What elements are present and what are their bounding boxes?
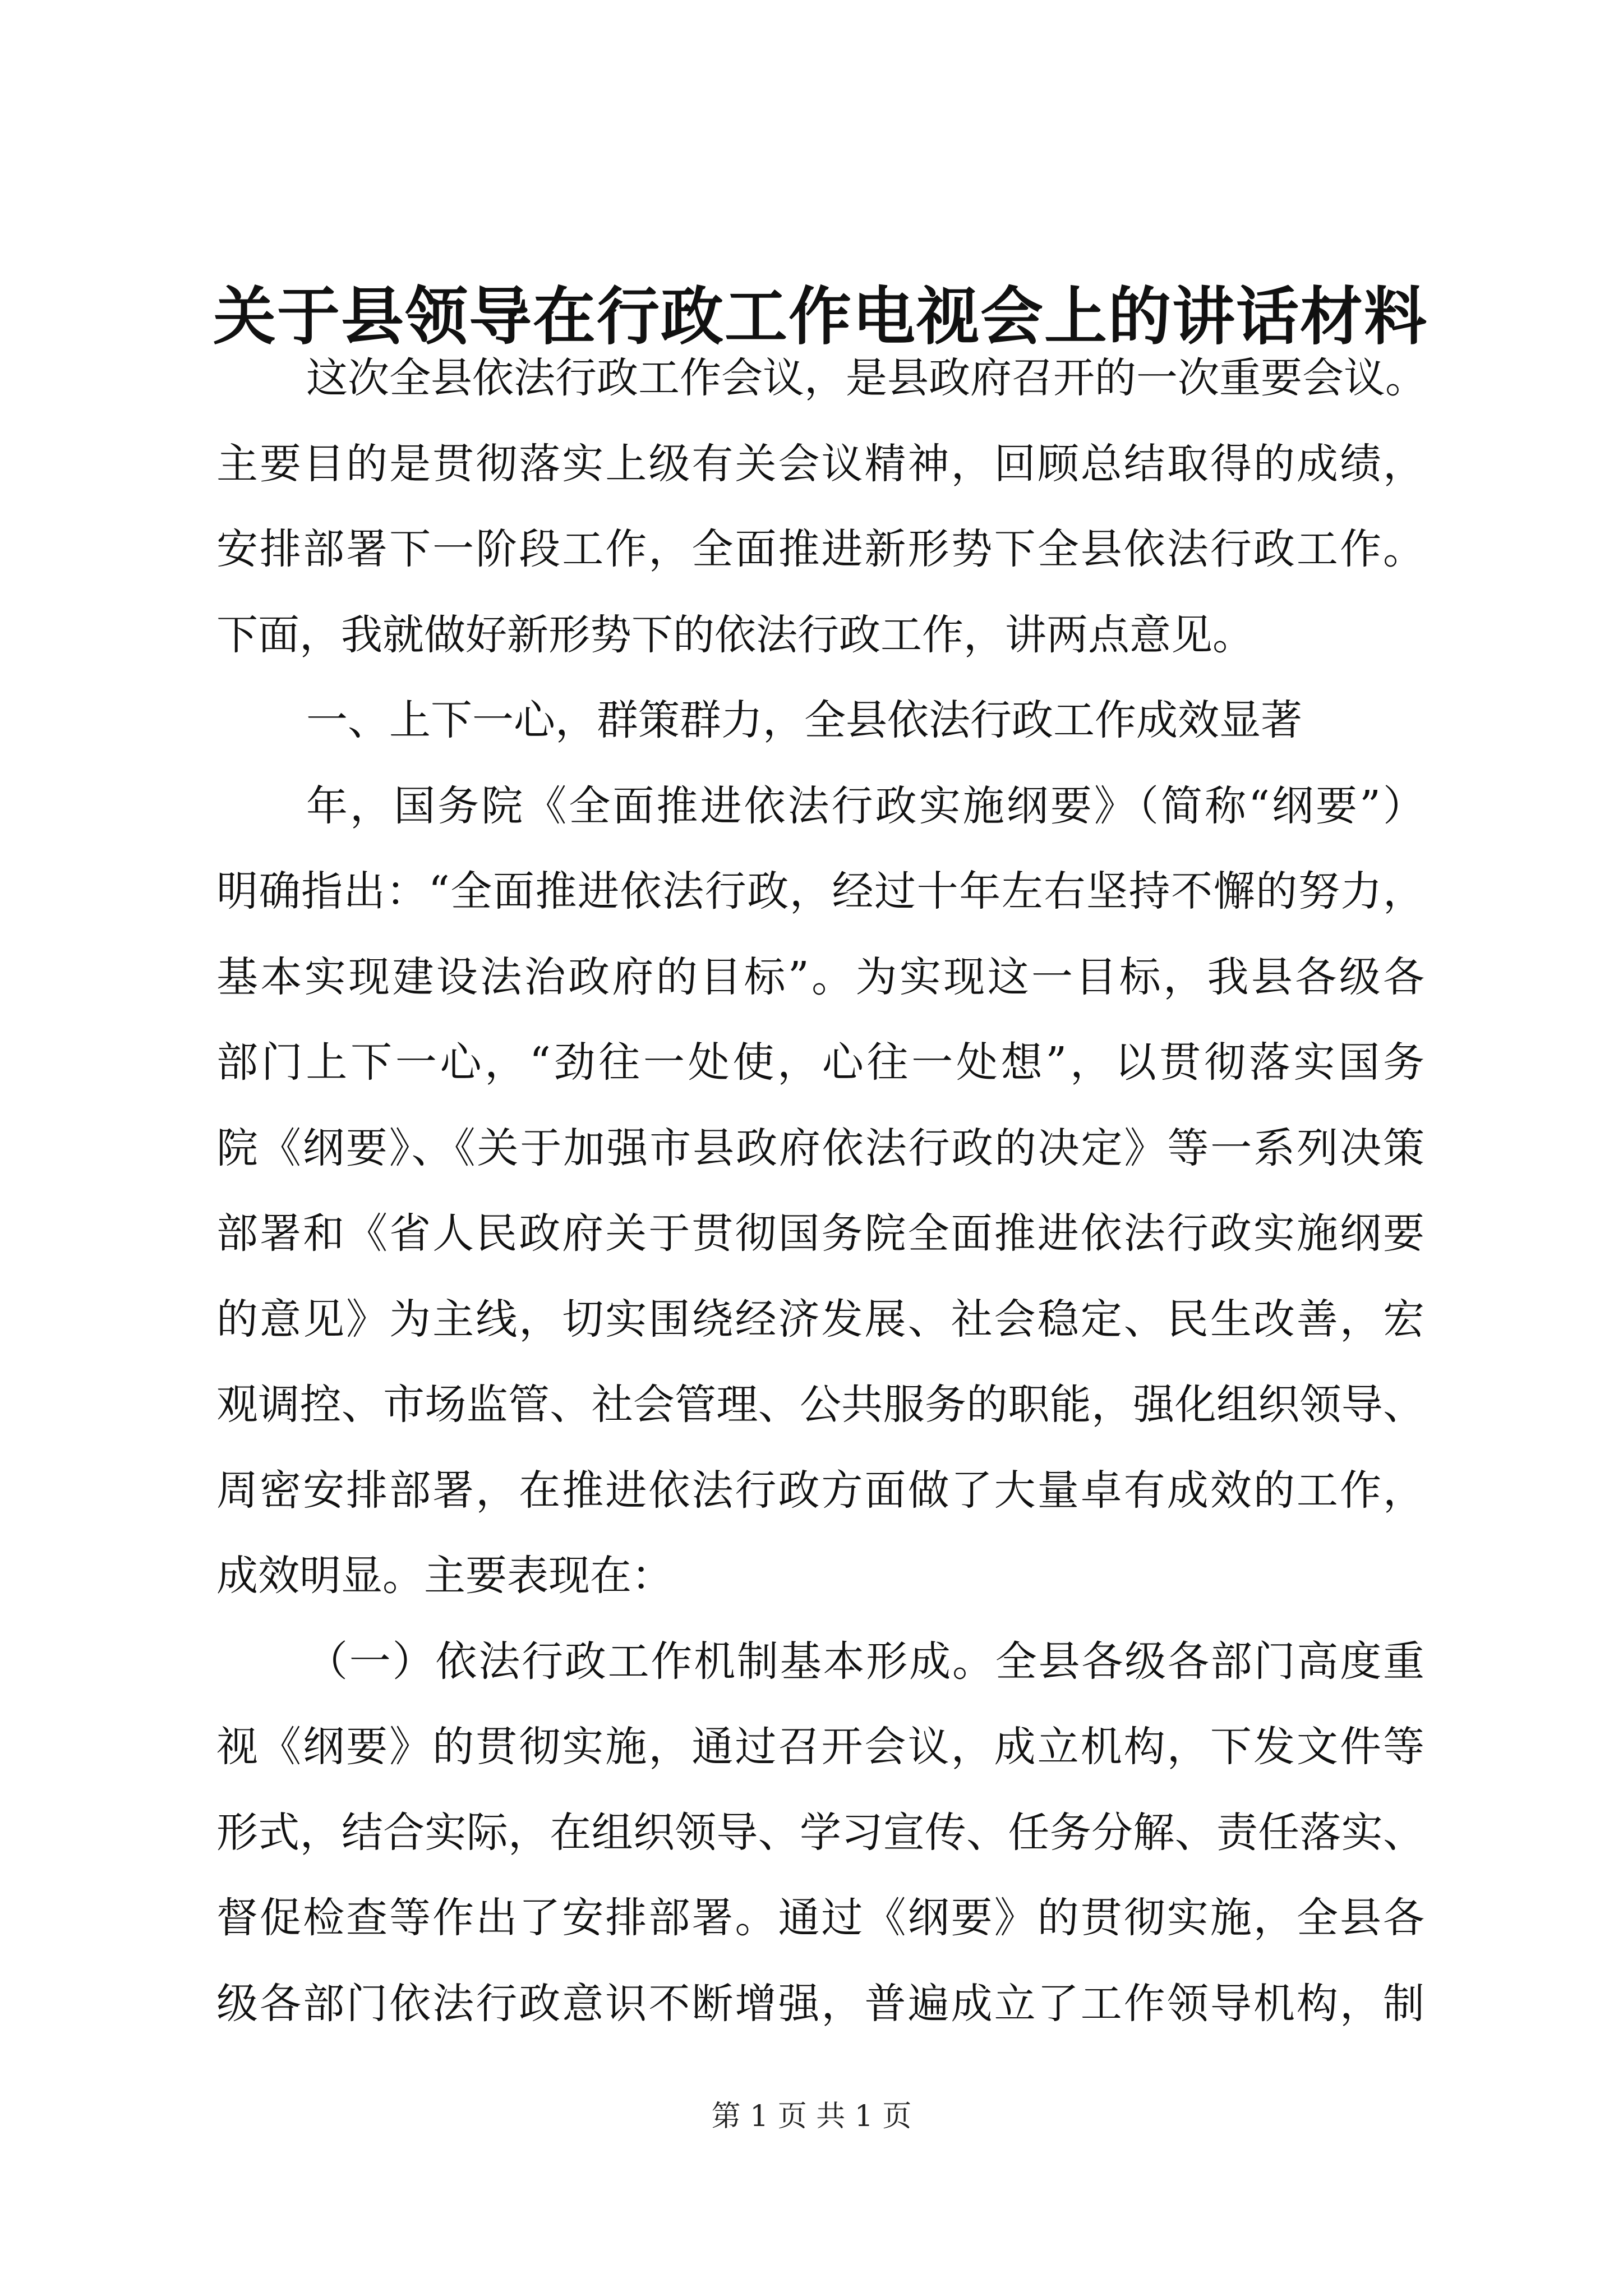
paragraph-line: 级各部门依法行政意识不断增强，普遍成立了工作领导机构，制 <box>216 1979 1424 2028</box>
paragraph-line: 成效明显。主要表现在： <box>216 1552 673 1600</box>
paragraph-line: 部署和《省人民政府关于贯彻国务院全面推进依法行政实施纲要 <box>216 1209 1424 1258</box>
paragraph-line: 的意见》为主线，切实围绕经济发展、社会稳定、民生改善，宏 <box>216 1295 1424 1343</box>
paragraph-line: 安排部署下一阶段工作，全面推进新形势下全县依法行政工作。 <box>216 525 1424 573</box>
paragraph-line: 主要目的是贯彻落实上级有关会议精神，回顾总结取得的成绩， <box>216 439 1424 488</box>
paragraph-line: 视《纲要》的贯彻实施，通过召开会议，成立机构，下发文件等 <box>216 1723 1424 1771</box>
paragraph-line: 这次全县依法行政工作会议，是县政府召开的一次重要会议。 <box>306 354 1427 402</box>
paragraph-line: 年，国务院《全面推进依法行政实施纲要》（简称“纲要”） <box>306 781 1424 830</box>
paragraph-line: 基本实现建设法治政府的目标”。为实现这一目标，我县各级各 <box>216 953 1424 1001</box>
document-body <box>216 335 1427 2046</box>
page-number: 第 1 页 共 1 页 <box>711 2100 912 2133</box>
paragraph-line: 院《纲要》、《关于加强市县政府依法行政的决定》等一系列决策 <box>216 1124 1424 1172</box>
paragraph-line: 部门上下一心，“劲往一处使，心往一处想”，以贯彻落实国务 <box>216 1038 1424 1087</box>
paragraph-line: 形式，结合实际，在组织领导、学习宣传、任务分解、责任落实、 <box>216 1808 1424 1857</box>
paragraph-line: 督促检查等作出了安排部署。通过《纲要》的贯彻实施，全县各 <box>216 1894 1424 1942</box>
paragraph-line: 下面，我就做好新形势下的依法行政工作，讲两点意见。 <box>216 610 1254 659</box>
paragraph-line: 观调控、市场监管、社会管理、公共服务的职能，强化组织领导、 <box>216 1381 1424 1429</box>
paragraph-line: 周密安排部署，在推进依法行政方面做了大量卓有成效的工作， <box>216 1466 1424 1515</box>
paragraph-line: 明确指出：“全面推进依法行政，经过十年左右坚持不懈的努力， <box>216 867 1424 915</box>
document-title: 关于县领导在行政工作电视会上的讲话材料 <box>213 280 1428 353</box>
section-heading: 一、上下一心，群策群力，全县依法行政工作成效显著 <box>306 696 1302 744</box>
paragraph-line: （一）依法行政工作机制基本形成。全县各级各部门高度重 <box>306 1637 1424 1686</box>
